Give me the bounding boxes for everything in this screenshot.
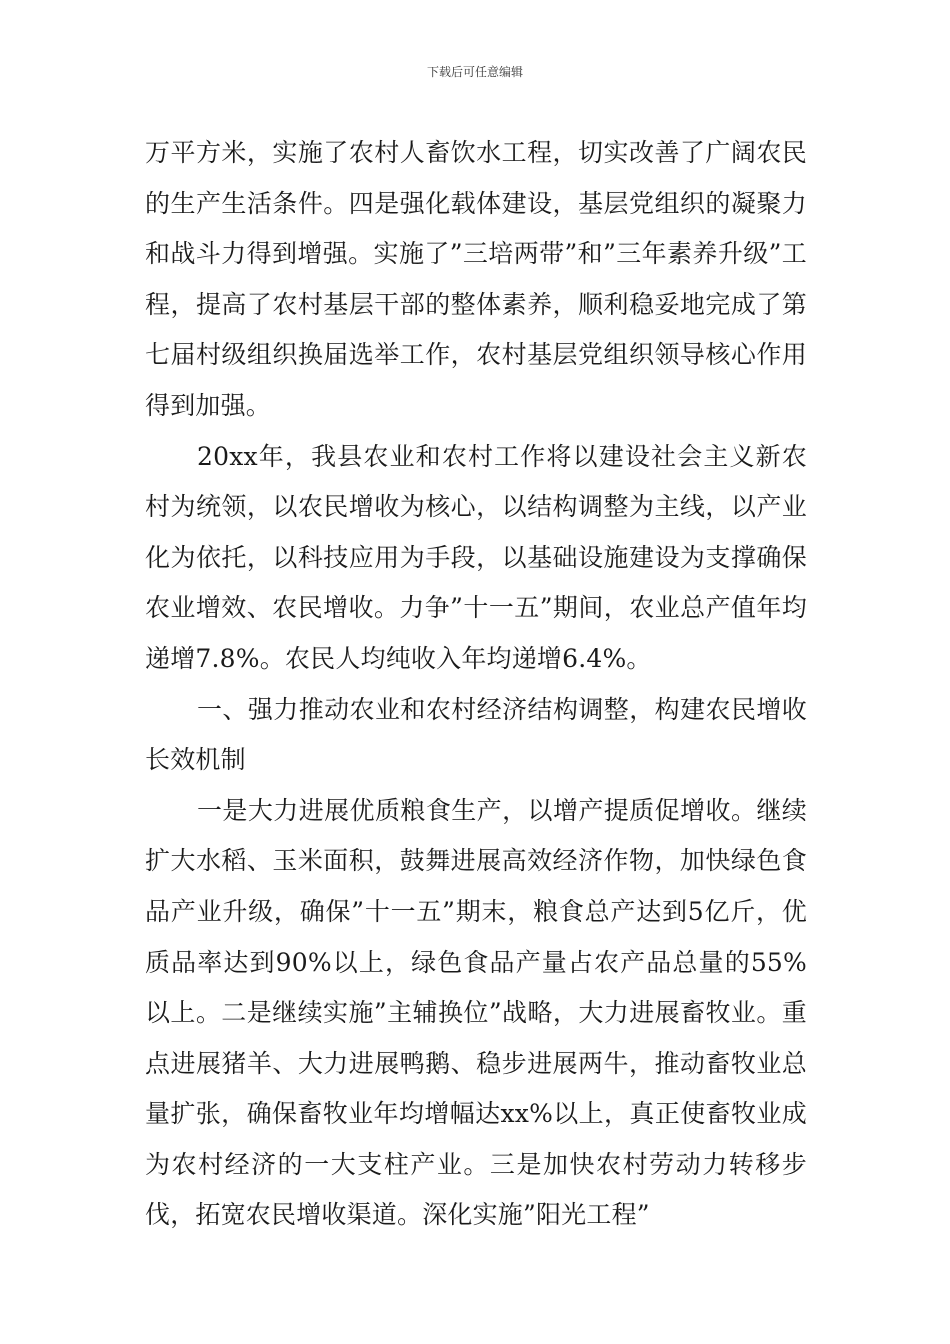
body-text — [145, 128, 807, 1241]
section-heading: 一、强力推动农业和农村经济结构调整，构建农民增收长效机制 — [145, 694, 807, 775]
paragraph: 20xx年，我县农业和农村工作将以建设社会主义新农村为统领，以农民增收为核心，以结构调整为主线，以产业化为依托，以科技应用为手段，以基础设施建设为支撑确保农业增效、农民增收。力争”十一五”期间，农业总产值年均递增7.8%。农民人均纯收入年均递增6.4%。 — [145, 441, 807, 673]
header-note: 下载后可任意编辑 — [426, 65, 523, 79]
paragraph: 万平方米，实施了农村人畜饮水工程，切实改善了广阔农民的生产生活条件。四是强化载体建设，基层党组织的凝聚力和战斗力得到增强。实施了”三培两带”和”三年素养升级”工程，提高了农村基层干部的整体素养，顺利稳妥地完成了第七届村级组织换届选举工作，农村基层党组织领导核心作用得到加强。 — [145, 138, 807, 420]
paragraph: 一是大力进展优质粮食生产，以增产提质促增收。继续扩大水稻、玉米面积，鼓舞进展高效经济作物，加快绿色食品产业升级，确保”十一五”期末，粮食总产达到5亿斤，优质品率达到90%以上，绿色食品产量占农产品总量的55%以上。二是继续实施”主辅换位”战略，大力进展畜牧业。重点进展猪羊、大力进展鸭鹅、稳步进展两牛，推动畜牧业总量扩张，确保畜牧业年均增幅达xx%以上，真正使畜牧业成为农村经济的一大支柱产业。三是加快农村劳动力转移步伐，拓宽农民增收渠道。深化实施”阳光工程” — [145, 795, 807, 1230]
